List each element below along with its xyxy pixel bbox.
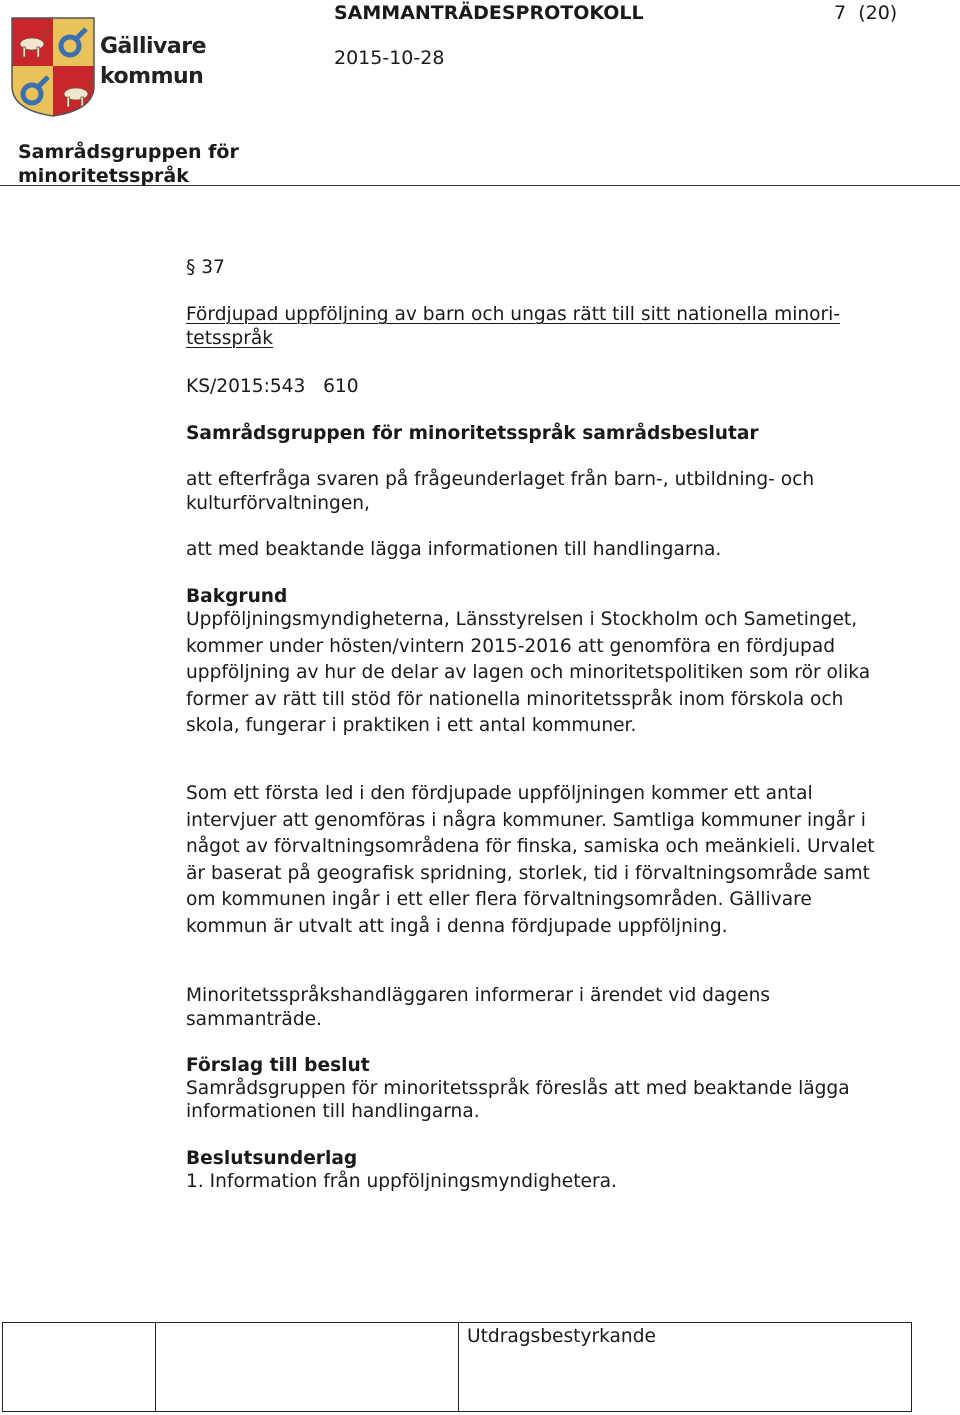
text-line: kommer under hösten/vintern 2015-2016 att genomföra en fördjupad <box>186 635 836 657</box>
text-line: intervjuer att genomföras i några kommuner. Samtliga kommuner ingår i <box>186 809 866 831</box>
committee-name <box>18 140 278 188</box>
basis-item-1: 1. Information från uppföljningsmyndighetera. <box>186 1171 617 1192</box>
section-title-line1: Fördjupad uppföljning av barn och ungas rätt till sitt nationella minori- <box>186 304 841 325</box>
text-line: uppföljning av hur de delar av lagen och minoritetspolitiken som rör olika <box>186 662 871 684</box>
signature-cell-2 <box>156 1323 459 1412</box>
case-number: KS/2015:543 <box>186 376 306 397</box>
background-paragraph-2 <box>186 781 875 941</box>
text-line: något av förvaltningsområdena för finska, samiska och meänkieli. Urvalet <box>186 836 875 858</box>
logo-text-line1: Gällivare <box>100 34 206 59</box>
signature-cell-1 <box>3 1323 156 1412</box>
text-line: skola, fungerar i praktiken i ett antal kommuner. <box>186 715 637 737</box>
text-line: om kommunen ingår i ett eller flera förvaltningsområden. Gällivare <box>186 889 812 911</box>
text-line: Uppföljningsmyndigheterna, Länsstyrelsen i Stockholm och Sametinget, <box>186 609 858 630</box>
coat-of-arms-icon <box>8 14 98 118</box>
page-current: 7 <box>834 2 847 24</box>
background-paragraph-1 <box>186 607 870 740</box>
case-reference <box>186 374 359 401</box>
header-divider <box>0 185 960 186</box>
case-code: 610 <box>323 376 359 397</box>
decision-item-1-line1: att efterfråga svaren på frågeunderlaget från barn-, utbildning- och <box>186 469 815 490</box>
text-line: kommun är utvalt att ingå i denna fördjupade uppföljning. <box>186 915 728 937</box>
decision-heading: Samrådsgruppen för minoritetsspråk samrådsbeslutar <box>186 423 759 444</box>
text-line: Som ett första led i den fördjupade uppföljningen kommer ett antal <box>186 783 813 804</box>
page-total: (20) <box>858 2 898 24</box>
extract-certification-label: Utdragsbestyrkande <box>467 1326 656 1347</box>
background-paragraph-3-line1: Minoritetsspråkshandläggaren informerar i ärendet vid dagens <box>186 985 771 1006</box>
text-line: är baserat på geografisk spridning, storlek, tid i förvaltningsområde samt <box>186 862 870 884</box>
document-title: SAMMANTRÄDESPROTOKOLL <box>334 2 644 24</box>
proposal-heading: Förslag till beslut <box>186 1055 370 1076</box>
page-number <box>834 2 897 24</box>
meeting-date: 2015-10-28 <box>334 47 445 69</box>
background-paragraph-3-line2: sammanträde. <box>186 1009 322 1030</box>
section-number <box>186 255 225 282</box>
paragraph-mark: § <box>186 257 196 278</box>
decision-item-1-line2: kulturförvaltningen, <box>186 493 370 514</box>
proposal-line2: informationen till handlingarna. <box>186 1101 480 1122</box>
basis-heading: Beslutsunderlag <box>186 1148 358 1169</box>
committee-name-line1: Samrådsgruppen för <box>18 141 239 163</box>
decision-item-2: att med beaktande lägga informationen till handlingarna. <box>186 539 722 560</box>
section-number-value: 37 <box>201 257 225 278</box>
extract-certification-cell <box>459 1323 912 1412</box>
section-title-line2: tetsspråk <box>186 328 274 349</box>
text-line: former av rätt till stöd för nationella minoritetsspråk inom förskola och <box>186 688 844 710</box>
logo-text-line2: kommun <box>100 64 204 89</box>
municipality-logo <box>8 14 206 118</box>
proposal-line1: Samrådsgruppen för minoritetsspråk föreslås att med beaktande lägga <box>186 1078 850 1099</box>
signature-table <box>2 1322 912 1412</box>
background-heading: Bakgrund <box>186 586 288 607</box>
committee-name-line2: minoritetsspråk <box>18 165 189 187</box>
